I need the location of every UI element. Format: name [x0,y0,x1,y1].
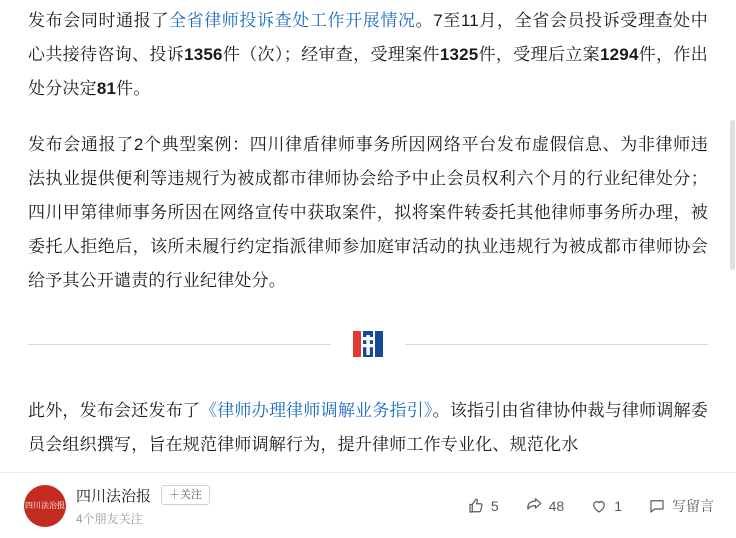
text-segment: 。该指引由省律协仲裁与律师调解委员会组织撰写，旨在规范律师调解行为，提升律师工作专业化、规范化水 [28,401,708,454]
share-icon [525,497,543,515]
paragraph-3 [28,394,708,462]
favorite-count: 1 [614,497,622,514]
comment-button[interactable] [648,496,714,516]
text-segment: 此外，发布会还发布了 [28,401,201,420]
stat-accepted-count: 1325 [439,45,479,64]
comment-label: 写留言 [672,497,714,514]
publisher-info [76,485,210,527]
text-segment: 发布会通报了2个典型案例：四川律盾律师事务所因网络平台发布虚假信息、为非律师违法执业提供便利等违规行为被成都市律师协会给予中止会员权利六个月的行业纪律处分；四川甲第律师事务所因在网络宣传中获取案件，拟将案件转委托其他律师事务所办理，被委托人拒绝后，该所未履行约定指派律师参加庭审活动的执业违规行为被成都市律师协会给予其公开谴责的行业纪律处分。 [28,135,708,290]
thumbs-up-icon [467,497,485,515]
article-footer [0,472,736,538]
like-count: 5 [490,497,499,514]
divider-line-left [28,344,331,345]
inline-link-complaint-report[interactable]: 全省律师投诉查处工作开展情况 [168,11,416,30]
scrollbar-track[interactable] [730,0,736,472]
friends-following-label: 4个朋友关注 [76,511,143,526]
text-segment: 件，受理后立案 [478,45,600,64]
text-segment: 件。 [116,79,151,98]
share-button[interactable] [525,497,565,515]
like-button[interactable] [467,497,499,515]
section-divider [28,324,708,364]
text-segment: 件（次）；经审查，受理案件 [222,45,440,64]
paragraph-1 [28,4,708,106]
heart-icon [590,497,608,515]
follow-button[interactable]: ＋关注 [161,485,210,505]
text-segment: 。7至11月，全省会员投诉受理查处中心共接待咨询、投诉 [28,11,708,64]
avatar[interactable]: 四川法治报 [24,485,66,527]
stat-consult-count: 1356 [184,45,223,64]
scrollbar-thumb[interactable] [730,120,735,270]
action-bar [441,496,714,516]
share-count: 48 [548,497,565,514]
text-segment: 发布会同时通报了 [28,11,169,30]
inline-link-guideline[interactable]: 《律师办理律师调解业务指引》 [200,401,433,420]
publisher-row [76,485,210,506]
divider-line-right [405,344,708,345]
brand-logo-icon [347,323,389,365]
stat-filed-count: 1294 [599,45,639,64]
comment-icon [648,497,666,515]
favorite-button[interactable] [590,497,622,515]
text-segment: 件，作出处分决定 [28,45,708,98]
publisher-name[interactable]: 四川法治报 [76,487,152,505]
paragraph-2 [28,128,708,298]
stat-punishment-count: 81 [96,79,117,98]
